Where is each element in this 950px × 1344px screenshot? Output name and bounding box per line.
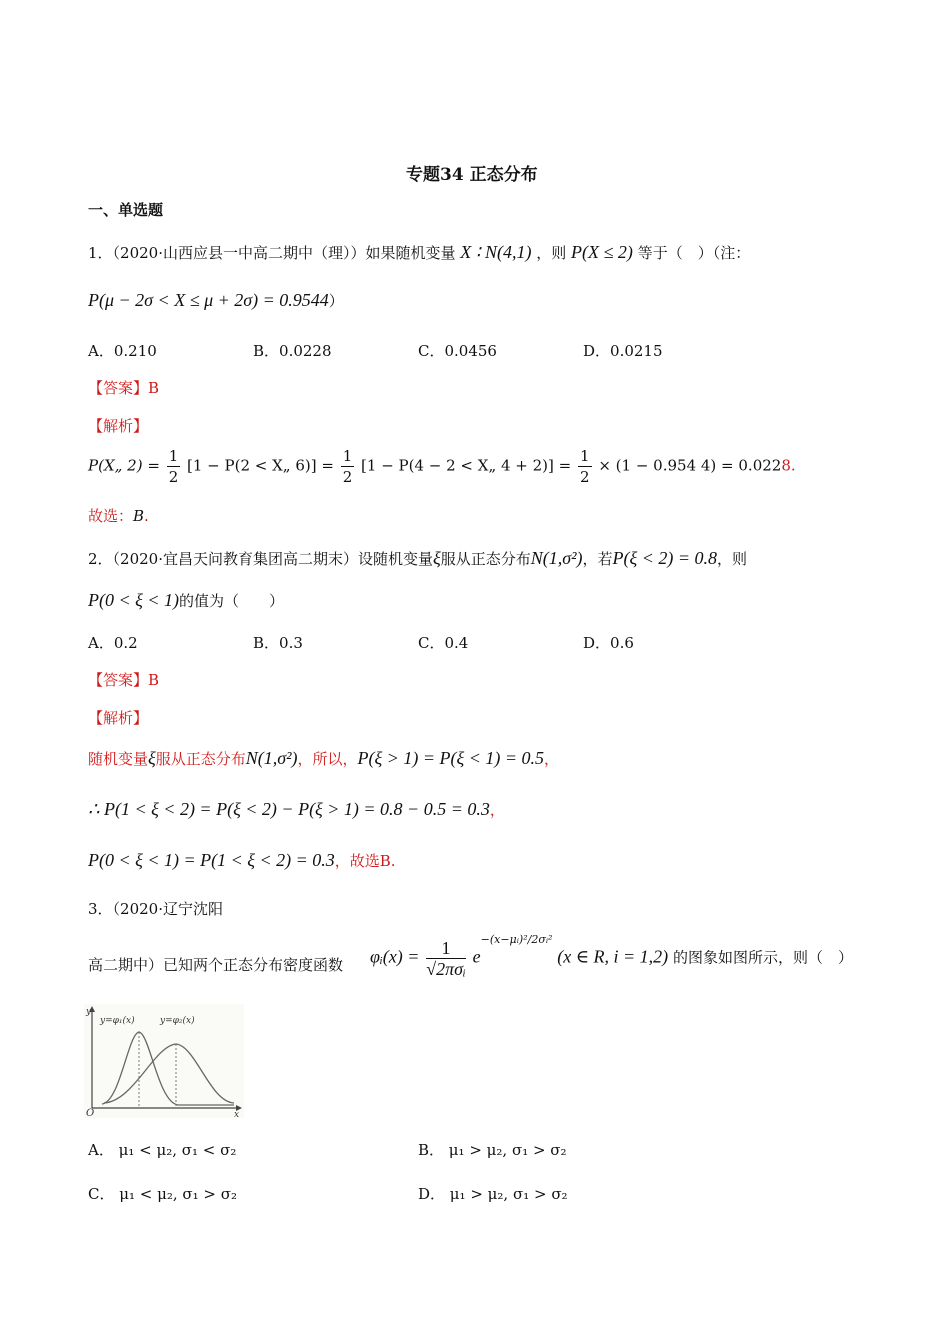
q3-option-b: B． μ₁ > μ₂, σ₁ > σ₂ [418,1141,567,1159]
q2-solution-line2: ∴ P(1 < ξ < 2) = P(ξ < 2) − P(ξ > 1) = 0.8 − 0.5 = 0.3， [88,799,505,819]
q3-option-d: D． μ₁ > μ₂, σ₁ > σ₂ [418,1185,568,1203]
q2-option-d: D．0.6 [583,634,634,652]
q2-solution-line3: P(0 < ξ < 1) = P(1 < ξ < 2) = 0.3，故选B. [88,850,396,870]
label-phi1: y=φ₁(x) [100,1016,135,1026]
q1-stem: 1．（2020·山西应县一中高二期中（理））如果随机变量 X ∶ N(4,1) ，则 P(X ≤ 2) 等于（ ）（注： [88,242,751,262]
q1-option-a: A．0.210 [88,342,157,360]
q2-option-c: C．0.4 [418,634,469,652]
q3-stem-line2: 高二期中）已知两个正态分布密度函数 [88,956,344,974]
q1-choose: 故选：B. [88,507,149,525]
q2-ask: P(0 < ξ < 1)的值为（ ） [88,590,284,610]
normal-curves-graph [84,1004,244,1118]
q1-solution: P(X„ 2) = $\frac{1}{2}$ [1 − P(2 < X„ 6)] = $\frac{1}{2}$ [1 − P(4 − 2 < X„ 4 + 2)] = $\frac{1}{2}$ × (1 − 0.954 4) = 0.0228. [88,447,796,486]
q3-option-c: C． μ₁ < μ₂, σ₁ > σ₂ [88,1185,238,1203]
q2-option-a: A．0.2 [88,634,138,652]
q2-option-b: B．0.3 [253,634,303,652]
q2-analysis-label: 【解析】 [88,709,149,727]
section-heading: 一、单选题 [88,201,164,219]
q1-probability: P(X ≤ 2) [571,242,633,262]
q1-distribution: X ∶ N(4,1) [460,242,532,262]
q1-analysis-label: 【解析】 [88,417,149,435]
q3-option-a: A． μ₁ < μ₂, σ₁ < σ₂ [88,1141,237,1159]
y-axis-label: y [86,1007,92,1017]
q2-solution-line1: 随机变量ξ服从正态分布N(1,σ²)，所以，P(ξ > 1) = P(ξ < 1) = 0.5， [88,748,560,768]
x-axis-label: x [234,1110,240,1118]
q1-answer: 【答案】B [88,379,160,397]
q1-option-c: C．0.0456 [418,342,497,360]
q2-answer: 【答案】B [88,671,160,689]
q3-density-formula: φᵢ(x) = $\frac{1}{\text{√2πσᵢ}}$ $e^{-(x-\mu ᵢ)^2/2\sigma ᵢ^2}$ (x ∈ R, i = 1,2) 的图象如图所示，则（ ） [370,932,853,979]
q3-stem: 3．（2020·辽宁沈阳 [88,900,223,918]
q1-option-b: B．0.0228 [253,342,332,360]
page-title: 专题34 正态分布 [406,165,538,185]
q1-note: P(μ − 2σ < X ≤ μ + 2σ) = 0.9544） [88,290,344,310]
origin-label: O [86,1108,95,1118]
q2-stem: 2．（2020·宜昌天问教育集团高二期末）设随机变量ξ服从正态分布N(1,σ²)，若P(ξ < 2) = 0.8，则 [88,548,748,568]
q1-option-d: D．0.0215 [583,342,663,360]
label-phi2: y=φ₂(x) [160,1016,195,1026]
